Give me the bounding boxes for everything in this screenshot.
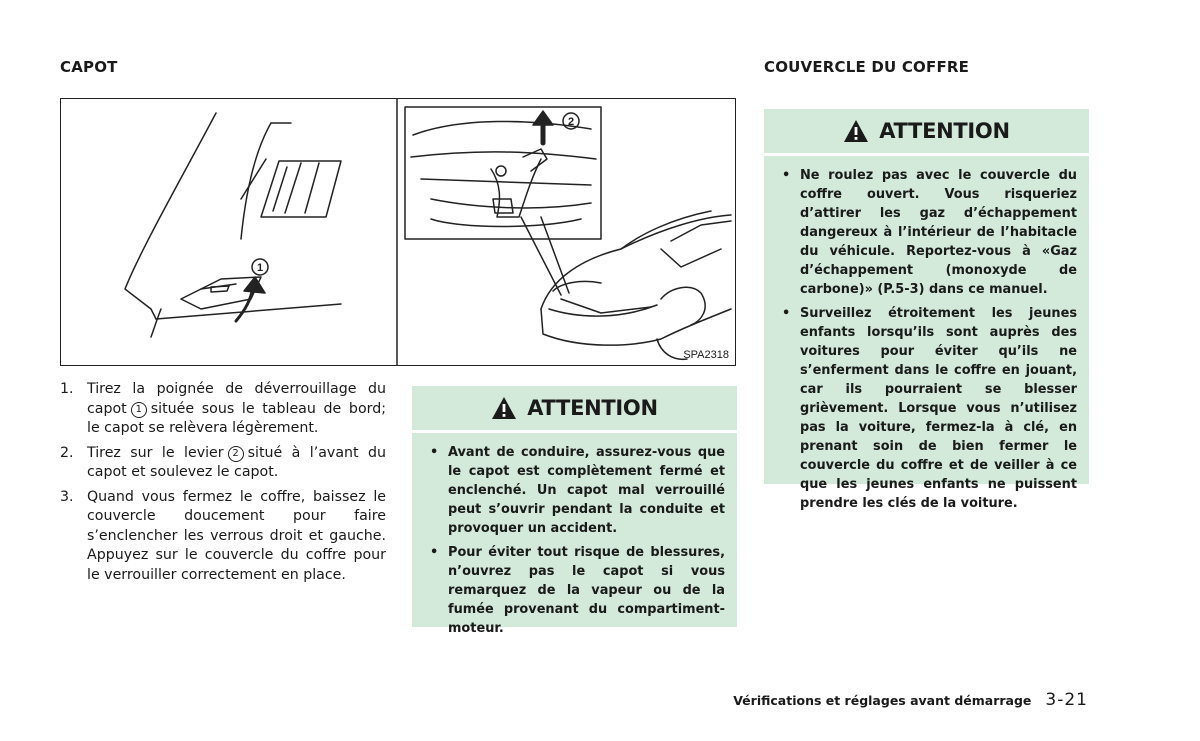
callout-2-marker: 2 xyxy=(228,446,244,462)
hood-opening-steps xyxy=(60,380,386,590)
trunk-warning-title: ATTENTION xyxy=(879,119,1010,143)
trunk-warning-box xyxy=(764,109,1089,511)
warning-triangle-icon xyxy=(843,119,869,143)
step-1-text-b: située sous le tableau de bord; le capot se relèvera légèrement. xyxy=(87,400,386,436)
step-2 xyxy=(60,444,386,483)
page-footer xyxy=(733,690,1088,710)
step-3-number: 3. xyxy=(60,488,74,505)
figure-code: SPA2318 xyxy=(683,349,729,361)
hood-warning-box xyxy=(412,386,737,636)
hood-illustration-drawing xyxy=(61,99,736,366)
trunk-warning-item-1-text: Ne roulez pas avec le couvercle du coffre ouvert. Vous risqueriez d’attirer les gaz d’échappement dangereux à l’intérieur de l’habitacle du véhicule. Reportez-vous à «Gaz d’échappement (monoxyde de carbone)» (P.5-3) dans ce manuel. xyxy=(800,168,1077,297)
footer-chapter-title: Vérifications et réglages avant démarrage xyxy=(733,693,1032,708)
section-heading-hood: CAPOT xyxy=(60,58,118,76)
trunk-warning-item-2: • Surveillez étroitement les jeunes enfants lorsqu’ils sont auprès des voitures pour éviter qu’ils ne s’enferment dans le coffre en jouant, car ils pourraient se blesser grièvement. Lorsque vous n’utilisez pas la voiture, fermez-la à clé, en prenant soin de bien fermer le couvercle du coffre et de veiller à ce que les jeunes enfants ne puissent prendre les clés de la voiture. xyxy=(782,306,1077,511)
step-1 xyxy=(60,380,386,439)
hood-warning-item-2-text: Pour éviter tout risque de blessures, n’ouvrez pas le capot si vous remarquez de la vapeur ou de la fumée provenant du compartiment-moteur. xyxy=(448,545,725,636)
hood-warning-item-1: • Avant de conduire, assurez-vous que le capot est complètement fermé et enclenché. Un capot mal verrouillé peut s’ouvrir pendant la conduite et provoquer un accident. xyxy=(430,445,725,536)
trunk-warning-header xyxy=(764,109,1089,156)
step-2-number: 2. xyxy=(60,444,74,461)
step-3-text: Quand vous fermez le coffre, baissez le couvercle doucement pour faire s’enclencher les verrous droit et gauche. Appuyez sur le couvercle du coffre pour le verrouiller correctement en place. xyxy=(87,488,386,583)
hood-warning-item-1-text: Avant de conduire, assurez-vous que le capot est complètement fermé et enclenché. Un capot mal verrouillé peut s’ouvrir pendant la conduite et provoquer un accident. xyxy=(448,445,725,536)
callout-2-label: 2 xyxy=(567,116,575,128)
hood-release-illustration xyxy=(60,98,736,366)
hood-warning-item-2: • Pour éviter tout risque de blessures, n’ouvrez pas le capot si vous remarquez de la vapeur ou de la fumée provenant du compartiment-moteur. xyxy=(430,545,725,636)
step-1-number: 1. xyxy=(60,381,74,397)
step-3 xyxy=(60,488,386,586)
callout-1-label: 1 xyxy=(256,262,264,274)
callout-1-marker: 1 xyxy=(131,402,147,418)
warning-triangle-icon xyxy=(491,396,517,420)
step-2-text-a: Tirez sur le levier xyxy=(87,444,224,461)
page-number: 3-21 xyxy=(1045,690,1088,710)
hood-warning-title: ATTENTION xyxy=(527,396,658,420)
trunk-warning-item-1: • Ne roulez pas avec le couvercle du coffre ouvert. Vous risqueriez d’attirer les gaz d’échappement dangereux à l’intérieur de l’habitacle du véhicule. Reportez-vous à «Gaz d’échappement (monoxyde de carbone)» (P.5-3) dans ce manuel. xyxy=(782,168,1077,297)
step-2-text-b: situé à l’avant du capot et soulevez le capot. xyxy=(87,444,386,480)
hood-warning-header xyxy=(412,386,737,433)
step-1-text-a: Tirez la poignée de déverrouillage du capot xyxy=(87,381,386,417)
section-heading-trunk-lid: COUVERCLE DU COFFRE xyxy=(764,58,970,76)
trunk-warning-item-2-text: Surveillez étroitement les jeunes enfants lorsqu’ils sont auprès des voitures pour éviter qu’ils ne s’enferment dans le coffre en jouant, car ils pourraient se blesser grièvement. Lorsque vous n’utilisez pas la voiture, fermez-la à clé, en prenant soin de bien fermer le couvercle du coffre et de veiller à ce que les jeunes enfants ne puissent prendre les clés de la voiture. xyxy=(800,306,1077,511)
